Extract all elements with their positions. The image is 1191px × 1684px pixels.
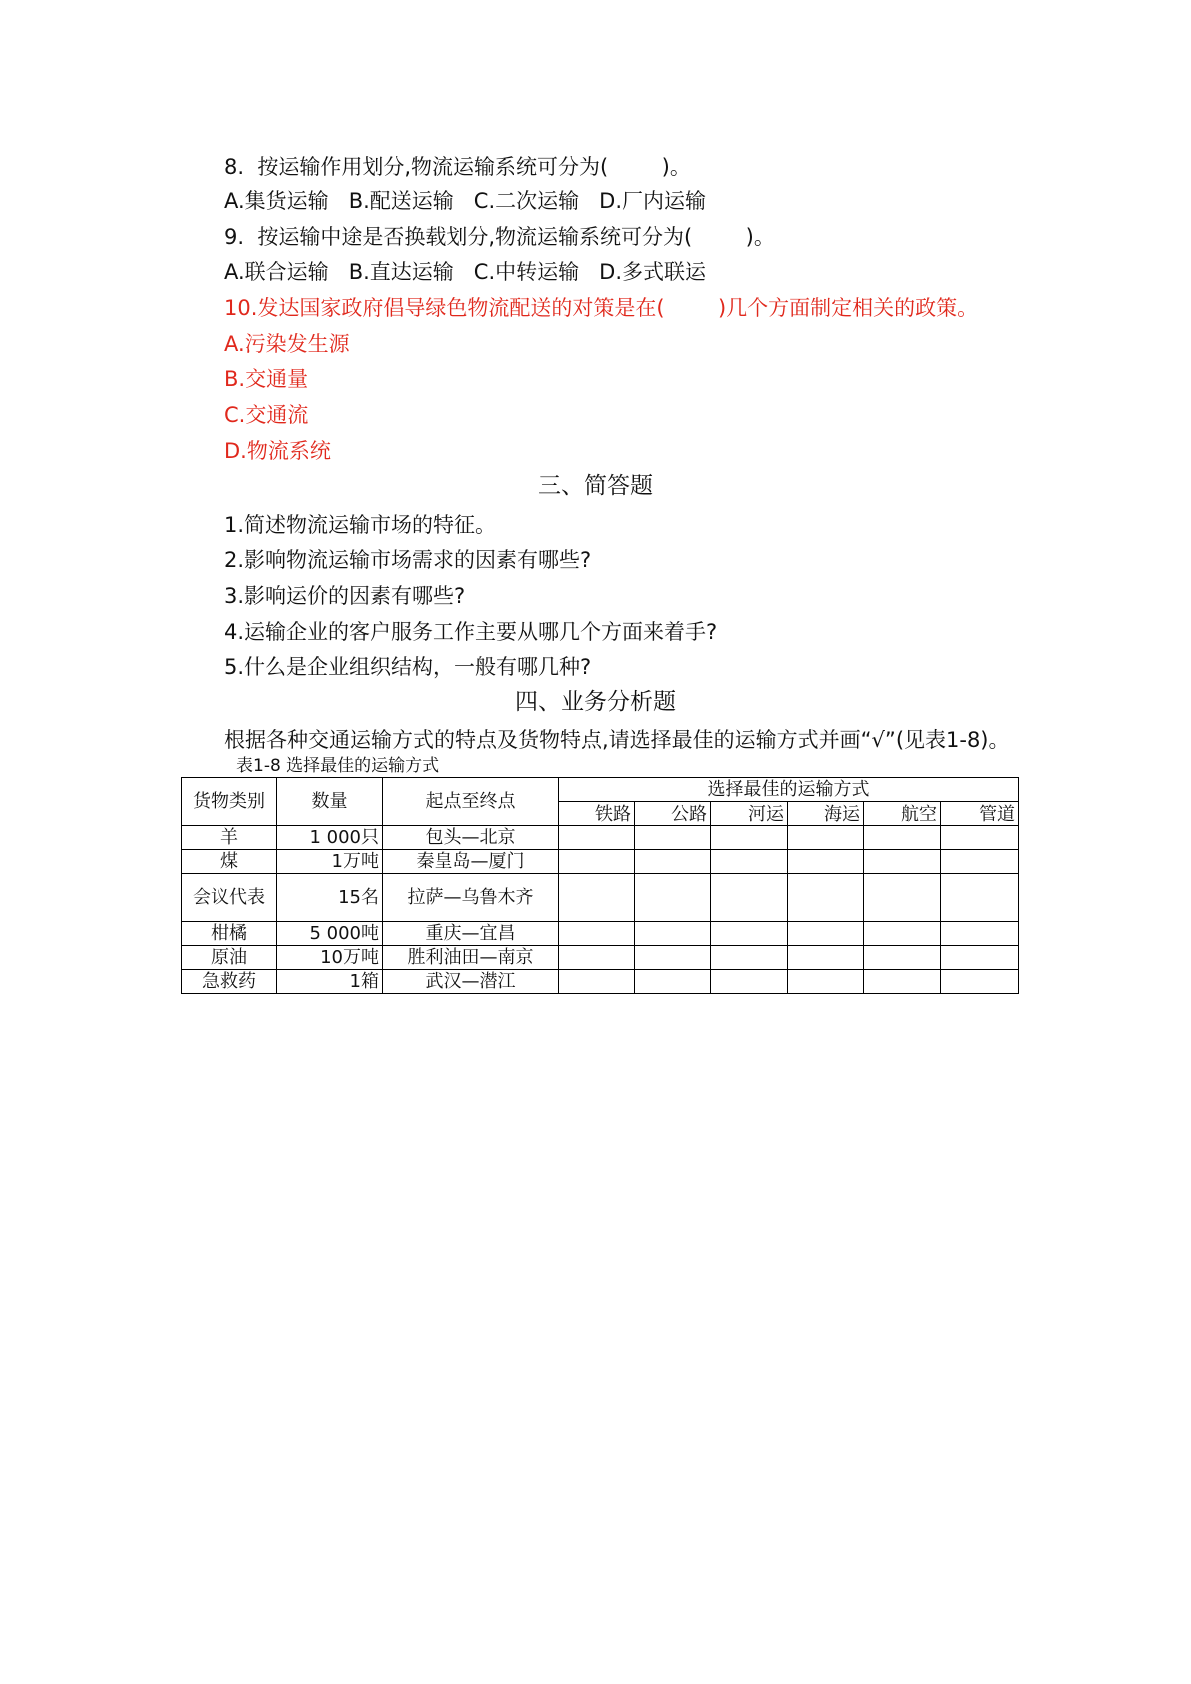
- cell-route: 武汉—潜江: [383, 970, 559, 994]
- question-8-options: A.集货运输 B.配送运输 C.二次运输 D.厂内运输: [224, 189, 707, 213]
- cell-pipeline[interactable]: [941, 826, 1019, 850]
- cell-road[interactable]: [635, 946, 711, 970]
- question-10-option-b: B.交通量: [224, 367, 309, 391]
- cell-river[interactable]: [711, 946, 788, 970]
- cell-pipeline[interactable]: [941, 874, 1019, 922]
- question-10-option-d: D.物流系统: [224, 439, 331, 463]
- cell-route: 胜利油田—南京: [383, 946, 559, 970]
- cell-quantity: 1 000只: [277, 826, 383, 850]
- cell-river[interactable]: [711, 970, 788, 994]
- cell-rail[interactable]: [559, 922, 635, 946]
- cell-river[interactable]: [711, 826, 788, 850]
- cell-road[interactable]: [635, 850, 711, 874]
- table-row: [182, 946, 1019, 970]
- question-10-option-c: C.交通流: [224, 403, 309, 427]
- cell-sea[interactable]: [788, 874, 864, 922]
- cell-pipeline[interactable]: [941, 970, 1019, 994]
- header-mode-sea: 海运: [788, 802, 864, 826]
- cell-road[interactable]: [635, 874, 711, 922]
- question-10: 10.发达国家政府倡导绿色物流配送的对策是在( )几个方面制定相关的政策。: [224, 296, 979, 320]
- question-8: 8. 按运输作用划分,物流运输系统可分为( )。: [224, 155, 691, 179]
- table-caption: 表1-8 选择最佳的运输方式: [236, 756, 440, 776]
- cell-route: 包头—北京: [383, 826, 559, 850]
- question-9-options: A.联合运输 B.直达运输 C.中转运输 D.多式联运: [224, 260, 707, 284]
- cell-sea[interactable]: [788, 922, 864, 946]
- cell-pipeline[interactable]: [941, 922, 1019, 946]
- cell-rail[interactable]: [559, 946, 635, 970]
- cell-air[interactable]: [864, 922, 941, 946]
- short-answer-4: 4.运输企业的客户服务工作主要从哪几个方面来着手?: [224, 620, 718, 644]
- cell-air[interactable]: [864, 946, 941, 970]
- header-mode-air: 航空: [864, 802, 941, 826]
- question-10-option-a: A.污染发生源: [224, 332, 350, 356]
- table-row: [182, 922, 1019, 946]
- cell-road[interactable]: [635, 970, 711, 994]
- cell-air[interactable]: [864, 970, 941, 994]
- cell-air[interactable]: [864, 874, 941, 922]
- short-answer-3: 3.影响运价的因素有哪些?: [224, 584, 466, 608]
- cell-rail[interactable]: [559, 970, 635, 994]
- header-mode-river: 河运: [711, 802, 788, 826]
- short-answer-2: 2.影响物流运输市场需求的因素有哪些?: [224, 548, 592, 572]
- header-mode-group: 选择最佳的运输方式: [559, 778, 1019, 802]
- cell-sea[interactable]: [788, 970, 864, 994]
- cell-sea[interactable]: [788, 826, 864, 850]
- cell-category: 急救药: [182, 970, 277, 994]
- cell-category: 煤: [182, 850, 277, 874]
- header-mode-rail: 铁路: [559, 802, 635, 826]
- cell-category: 柑橘: [182, 922, 277, 946]
- cell-river[interactable]: [711, 874, 788, 922]
- table-row: [182, 970, 1019, 994]
- cell-quantity: 1万吨: [277, 850, 383, 874]
- question-9: 9. 按运输中途是否换载划分,物流运输系统可分为( )。: [224, 225, 775, 249]
- cell-quantity: 10万吨: [277, 946, 383, 970]
- short-answer-5: 5.什么是企业组织结构，一般有哪几种?: [224, 655, 592, 679]
- table-row: [182, 826, 1019, 850]
- table-row: [182, 850, 1019, 874]
- cell-rail[interactable]: [559, 874, 635, 922]
- cell-quantity: 5 000吨: [277, 922, 383, 946]
- cell-route: 拉萨—乌鲁木齐: [383, 874, 559, 922]
- cell-air[interactable]: [864, 850, 941, 874]
- cell-pipeline[interactable]: [941, 946, 1019, 970]
- cell-sea[interactable]: [788, 946, 864, 970]
- section-4-title: 四、业务分析题: [515, 689, 676, 715]
- cell-route: 秦皇岛—厦门: [383, 850, 559, 874]
- section-4-intro: 根据各种交通运输方式的特点及货物特点,请选择最佳的运输方式并画“√”(见表1-8)。: [224, 728, 1010, 752]
- section-3-title: 三、简答题: [538, 473, 653, 499]
- header-mode-pipeline: 管道: [941, 802, 1019, 826]
- cell-rail[interactable]: [559, 850, 635, 874]
- cell-category: 羊: [182, 826, 277, 850]
- transport-table: [181, 777, 1019, 994]
- short-answer-1: 1.简述物流运输市场的特征。: [224, 513, 497, 537]
- cell-route: 重庆—宜昌: [383, 922, 559, 946]
- header-quantity: 数量: [277, 778, 383, 826]
- cell-quantity: 15名: [277, 874, 383, 922]
- cell-road[interactable]: [635, 922, 711, 946]
- cell-road[interactable]: [635, 826, 711, 850]
- cell-category: 会议代表: [182, 874, 277, 922]
- header-category: 货物类别: [182, 778, 277, 826]
- cell-river[interactable]: [711, 922, 788, 946]
- cell-sea[interactable]: [788, 850, 864, 874]
- cell-category: 原油: [182, 946, 277, 970]
- table-row: [182, 874, 1019, 922]
- cell-air[interactable]: [864, 826, 941, 850]
- cell-pipeline[interactable]: [941, 850, 1019, 874]
- header-mode-road: 公路: [635, 802, 711, 826]
- cell-quantity: 1箱: [277, 970, 383, 994]
- cell-river[interactable]: [711, 850, 788, 874]
- cell-rail[interactable]: [559, 826, 635, 850]
- header-route: 起点至终点: [383, 778, 559, 826]
